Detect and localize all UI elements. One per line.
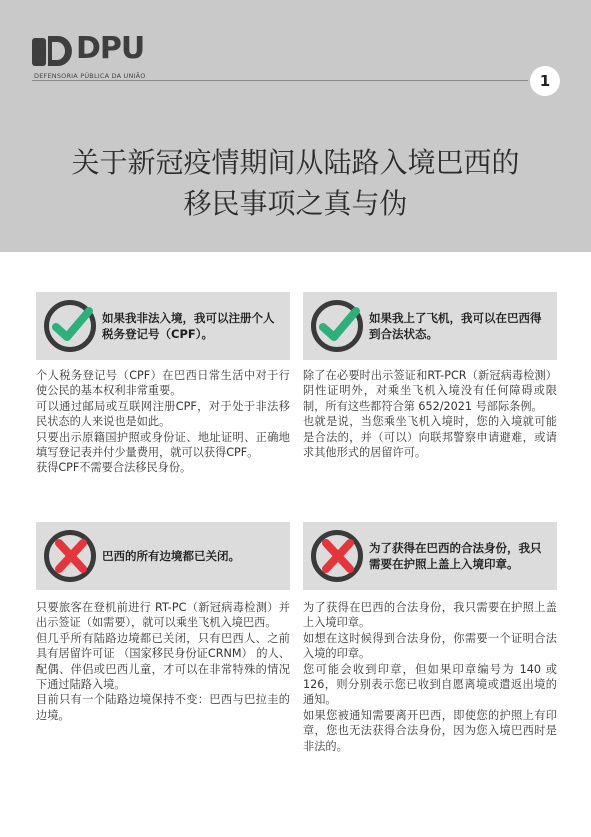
- myth-card-heading-text: 巴西的所有边境都已关闭。: [102, 549, 240, 563]
- fact-card-heading-text: 如果我上了飞机，我可以在巴西得到合法状态。: [369, 311, 542, 341]
- logo-wordmark: DPU: [76, 31, 145, 66]
- myth-paragraph: 但几乎所有陆路边境都已关闭，只有巴西人、之前具有居留许可证 （国家移民身份证CRNM） 的人、配偶、伴侣或巴西儿童，才可以在非常特殊的情况下通过陆路入境。: [36, 631, 290, 692]
- title-line: 移民事项之真与伪: [183, 186, 408, 220]
- cross-icon: [43, 529, 97, 583]
- title-line: 关于新冠疫情期间从陆路入境巴西的: [71, 145, 520, 179]
- fact-card-body: [303, 368, 557, 460]
- fact-card-heading-text: 如果我非法入境，我可以注册个人税务登记号（CPF）。: [102, 311, 275, 341]
- fact-paragraph: 也就是说，当您乘坐飞机入境时，您的入境就可能是合法的，并（可以）向联邦警察申请避难，或请求其他形式的居留许可。: [303, 415, 557, 460]
- myth-paragraph: 为了获得在巴西的合法身份，我只需要在护照上盖上入境印章。: [303, 601, 557, 630]
- cross-icon: [310, 529, 364, 583]
- myth-paragraph: 目前只有一个陆路边境保持不变：巴西与巴拉圭的边境。: [36, 693, 290, 722]
- fact-paragraph: 个人税务登记号（CPF）在巴西日常生活中对于行使公民的基本权利非常重要。: [36, 369, 290, 398]
- dpu-logo-icon: [32, 34, 72, 68]
- myth-paragraph: 您可能会收到印章，但如果印章编号为 140 或 126，则分别表示您已收到自愿离境或遣返出境的通知。: [303, 662, 557, 707]
- check-icon: [310, 299, 364, 353]
- myth-paragraph: 只要旅客在登机前进行 RT-PC（新冠病毒检测）并出示签证（如需要），就可以乘坐飞机入境巴西。: [36, 601, 290, 630]
- fact-paragraph: 只要出示原籍国护照或身份证、地址证明、正确地填写登记表并付少量费用，就可以获得CPF。: [36, 430, 290, 460]
- header-banner: [0, 0, 591, 252]
- myth-card-body: [36, 600, 290, 723]
- myth-card-heading: [36, 522, 290, 590]
- fact-paragraph: 可以通过邮局或互联网注册CPF，对于处于非法移民状态的人来说也是如此。: [36, 399, 290, 429]
- page-number-badge: 1: [530, 66, 560, 96]
- fact-card-heading: [36, 292, 290, 360]
- fact-card-heading: [303, 292, 557, 360]
- fact-card-body: [36, 368, 290, 476]
- myth-paragraph: 如想在这时候得到合法身份，你需要一个证明合法入境的印章。: [303, 631, 557, 661]
- fact-paragraph: 获得CPF不需要合法移民身份。: [36, 461, 192, 475]
- page-title: [20, 142, 571, 224]
- myth-card-heading-text: 为了获得在巴西的合法身份，我只需要在护照上盖上入境印章。: [369, 541, 542, 571]
- myth-card-body: [303, 600, 557, 754]
- myth-card-heading: [303, 522, 557, 590]
- logo-subtitle: DEFENSORIA PÚBLICA DA UNIÃO: [34, 72, 146, 80]
- check-icon: [43, 299, 97, 353]
- fact-paragraph: 除了在必要时出示签证和RT-PCR（新冠病毒检测）阴性证明外，对乘坐飞机入境没有任何障碍或限制，所有这些都符合第 652/2021 号部际条例。: [303, 369, 557, 413]
- header-divider: [32, 80, 528, 81]
- myth-paragraph: 如果您被通知需要离开巴西，即使您的护照上有印章，您也无法获得合法身份，因为您入境巴西时是非法的。: [303, 708, 557, 753]
